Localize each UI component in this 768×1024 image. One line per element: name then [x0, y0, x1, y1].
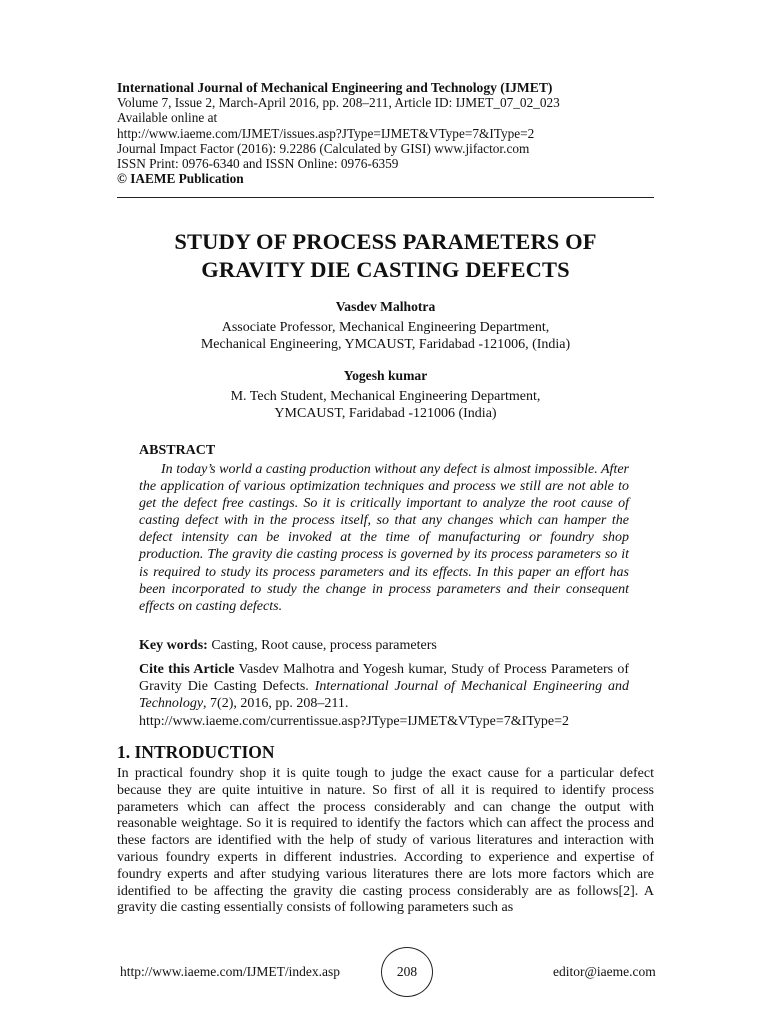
- title-line-2: GRAVITY DIE CASTING DEFECTS: [201, 257, 570, 282]
- author-affiliation-line-2: Mechanical Engineering, YMCAUST, Faridabad -121006, (India): [200, 337, 571, 352]
- cite-label: Cite this Article: [139, 662, 235, 677]
- page-number: 208: [396, 964, 418, 979]
- journal-header: [117, 80, 657, 186]
- available-url[interactable]: http://www.iaeme.com/IJMET/issues.asp?JType=IJMET&VType=7&IType=2: [117, 125, 535, 141]
- author-name: Yogesh kumar: [343, 368, 428, 383]
- cite-journal: International Journal of Mechanical Engineering and Technology: [139, 679, 629, 712]
- footer-email[interactable]: editor@iaeme.com: [553, 964, 656, 979]
- publisher-line: © IAEME Publication: [117, 171, 244, 187]
- abstract-heading: ABSTRACT: [139, 443, 216, 458]
- abstract-body: [139, 461, 629, 615]
- author-affiliation-line-1: Associate Professor, Mechanical Engineering Department,: [221, 319, 550, 335]
- cite-details: , 7(2), 2016, pp. 208–211.: [203, 696, 349, 712]
- header-divider: [117, 197, 654, 198]
- footer-url[interactable]: http://www.iaeme.com/IJMET/index.asp: [120, 964, 340, 979]
- keywords-label: Key words:: [139, 638, 208, 653]
- title-line-1: STUDY OF PROCESS PARAMETERS OF: [174, 229, 597, 254]
- introduction-heading: 1. INTRODUCTION: [117, 742, 275, 762]
- keywords-text: Casting, Root cause, process parameters: [207, 638, 437, 653]
- author-block-2: [117, 367, 654, 423]
- impact-factor-line: Journal Impact Factor (2016): 9.2286 (Calculated by GISI) www.jifactor.com: [117, 140, 530, 156]
- page-number-circle: [381, 947, 433, 997]
- available-line: Available online at: [117, 110, 218, 126]
- abstract-text: In today’s world a casting production without any defect is almost impossible. After the application of various optimization techniques and process we still are not able to get the defect free castings. So it is critically important to analyze the root cause of casting defect with in the process itself, so that any changes which can hamper the defect intensity can be invoked at the time of manufacturing or foundry shop production. The gravity die casting process is governed by its process parameters so it is required to study its process parameters and its effects. In this paper an effort has been incorporated to study the change in process parameters and their consequent effects on casting defects.: [139, 462, 629, 614]
- author-affiliation-line-2: YMCAUST, Faridabad -121006 (India): [274, 406, 497, 421]
- paper-title: [117, 228, 654, 284]
- journal-name: International Journal of Mechanical Engineering and Technology (IJMET): [117, 80, 553, 95]
- author-affiliation-line-1: M. Tech Student, Mechanical Engineering Department,: [230, 388, 541, 404]
- cite-authors: Vasdev Malhotra and Yogesh kumar, Study of Process Parameters of Gravity Die Casting Defects.: [139, 662, 629, 695]
- introduction-body: In practical foundry shop it is quite tough to judge the exact cause for a particular defect because they are quite intuitive in nature. So first of all it is required to identify process parameters which can affect the process considerably and can change the output with reasonable weightage. So it is required to identify the factors which can affect the process and these factors are identified with the help of study of various literatures and interaction with various foundry experts in different industries. According to experience and expertise of foundry experts and after studying various literatures there are lots more factors which are identified to be affecting the gravity die casting process considerably are as follows[2]. A gravity die casting essentially consists of following parameters such as: [117, 766, 654, 916]
- volume-line: Volume 7, Issue 2, March-April 2016, pp. 208–211, Article ID: IJMET_07_02_023: [117, 95, 560, 111]
- author-block-1: [117, 298, 654, 354]
- cite-url[interactable]: http://www.iaeme.com/currentissue.asp?JType=IJMET&VType=7&IType=2: [139, 713, 570, 729]
- cite-this-article: [139, 661, 629, 730]
- keywords: [139, 637, 629, 654]
- author-name: Vasdev Malhotra: [335, 299, 436, 314]
- issn-line: ISSN Print: 0976-6340 and ISSN Online: 0976-6359: [117, 156, 399, 172]
